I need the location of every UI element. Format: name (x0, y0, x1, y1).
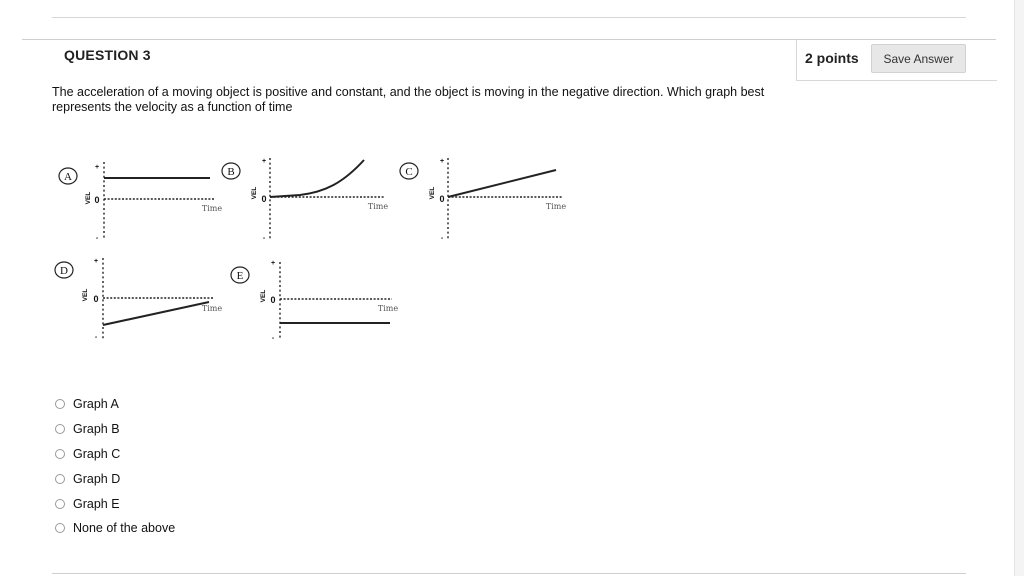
graph-a-y-label: VEL (85, 191, 92, 205)
graph-e-zero: 0 (270, 295, 276, 305)
option-graph-a[interactable] (55, 392, 175, 417)
graph-e (231, 260, 398, 342)
question-title: QUESTION 3 (64, 47, 151, 63)
graph-e-letter: E (236, 270, 244, 282)
option-label[interactable]: Graph D (73, 471, 121, 486)
option-label[interactable]: None of the above (73, 521, 176, 536)
graph-b-velocity-curve (270, 160, 364, 197)
graph-b-letter: B (227, 166, 235, 178)
radio-button[interactable] (55, 474, 65, 484)
bottom-divider (52, 573, 966, 574)
graph-b-x-label: Time (367, 202, 389, 211)
graph-b-plus: + (261, 158, 267, 165)
graph-a (59, 162, 222, 242)
graph-a-plus: + (94, 164, 100, 171)
graph-d (55, 258, 222, 341)
graph-c-zero: 0 (439, 194, 445, 204)
radio-button[interactable] (55, 523, 65, 533)
graph-c (400, 158, 566, 242)
graph-d-plus: + (93, 258, 99, 265)
graph-a-x-label: Time (201, 204, 223, 213)
graph-c-x-label: Time (545, 202, 567, 211)
option-label[interactable]: Graph A (73, 397, 119, 412)
graph-b-y-label: VEL (251, 186, 258, 200)
graph-c-minus: - (440, 235, 444, 242)
graph-b-zero: 0 (261, 194, 267, 204)
option-graph-e[interactable] (55, 491, 175, 516)
option-none-of-the-above[interactable] (55, 516, 175, 541)
graph-d-letter: D (60, 265, 68, 277)
radio-button[interactable] (55, 499, 65, 509)
graph-e-x-label: Time (377, 304, 399, 313)
graph-d-minus: - (94, 334, 98, 341)
option-label[interactable]: Graph B (73, 422, 120, 437)
radio-button[interactable] (55, 424, 65, 434)
graph-c-velocity-line (448, 170, 556, 197)
graph-e-plus: + (270, 260, 276, 267)
graph-c-letter: C (405, 166, 413, 178)
option-graph-c[interactable] (55, 442, 175, 467)
save-answer-button[interactable]: Save Answer (871, 44, 966, 73)
graph-c-y-label: VEL (429, 186, 436, 200)
graph-d-zero: 0 (93, 294, 99, 304)
graph-d-velocity-line (103, 302, 209, 325)
graph-a-zero: 0 (94, 195, 100, 205)
graph-d-x-label: Time (201, 304, 223, 313)
graph-e-y-label: VEL (260, 289, 267, 303)
radio-button[interactable] (55, 399, 65, 409)
radio-button[interactable] (55, 449, 65, 459)
graph-e-minus: - (271, 335, 275, 342)
answer-options (55, 392, 175, 541)
option-label[interactable]: Graph E (73, 496, 120, 511)
question-text: The acceleration of a moving object is positive and constant, and the object is moving in the negative direction. Which graph best represents the velocity as a function of time (52, 85, 765, 114)
graph-c-plus: + (439, 158, 445, 165)
graph-d-y-label: VEL (82, 288, 89, 302)
option-graph-d[interactable] (55, 466, 175, 491)
graph-b-minus: - (262, 235, 266, 242)
option-graph-b[interactable] (55, 417, 175, 442)
graph-b (222, 158, 388, 242)
graph-a-minus: - (95, 235, 99, 242)
option-label[interactable]: Graph C (73, 446, 121, 461)
graph-a-letter: A (64, 171, 72, 183)
points-value: 2 points (805, 50, 859, 66)
